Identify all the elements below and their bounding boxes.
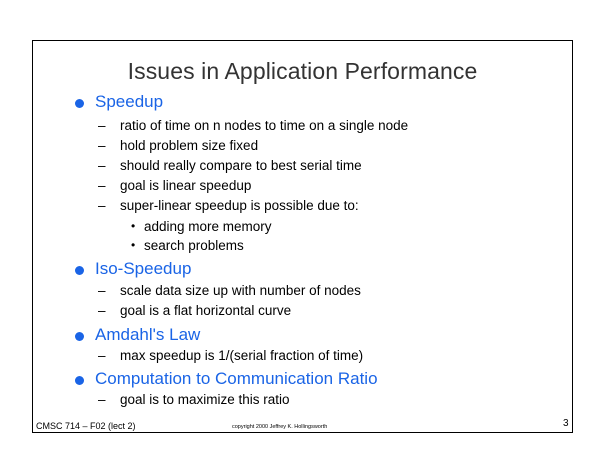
footer-course: CMSC 714 – F02 (lect 2): [36, 421, 136, 431]
list-item: hold problem size fixed: [120, 138, 259, 153]
sub-list-item: adding more memory: [144, 219, 272, 234]
dash-marker: –: [98, 198, 106, 213]
list-item: max speedup is 1/(serial fraction of time): [120, 348, 364, 363]
sub-list-item: search problems: [144, 238, 244, 253]
sub-bullet-marker: •: [131, 219, 136, 233]
list-item: should really compare to best serial time: [120, 158, 362, 173]
heading-amdahls-law: Amdahl's Law: [95, 325, 201, 344]
list-item: goal is to maximize this ratio: [120, 392, 290, 407]
slide-title: Issues in Application Performance: [127, 58, 478, 84]
list-item: super-linear speedup is possible due to:: [120, 198, 359, 213]
bullet-dot: [75, 332, 84, 341]
bullet-dot: [75, 99, 84, 108]
bullet-dot: [75, 376, 84, 385]
sub-bullet-marker: •: [131, 238, 136, 252]
dash-marker: –: [98, 118, 106, 133]
dash-marker: –: [98, 392, 106, 407]
dash-marker: –: [98, 303, 106, 318]
list-item: ratio of time on n nodes to time on a single node: [120, 118, 409, 133]
heading-speedup: Speedup: [95, 92, 164, 111]
list-item: goal is a flat horizontal curve: [120, 303, 292, 318]
dash-marker: –: [98, 178, 106, 193]
footer-copyright: copyright 2000 Jeffrey K. Hollingsworth: [232, 424, 328, 430]
page-number: 3: [563, 418, 569, 429]
heading-comp-comm-ratio: Computation to Communication Ratio: [95, 369, 378, 388]
list-item: goal is linear speedup: [120, 178, 252, 193]
dash-marker: –: [98, 138, 106, 153]
dash-marker: –: [98, 348, 106, 363]
dash-marker: –: [98, 158, 106, 173]
bullet-dot: [75, 266, 84, 275]
dash-marker: –: [98, 283, 106, 298]
heading-iso-speedup: Iso-Speedup: [95, 259, 192, 278]
list-item: scale data size up with number of nodes: [120, 283, 361, 298]
